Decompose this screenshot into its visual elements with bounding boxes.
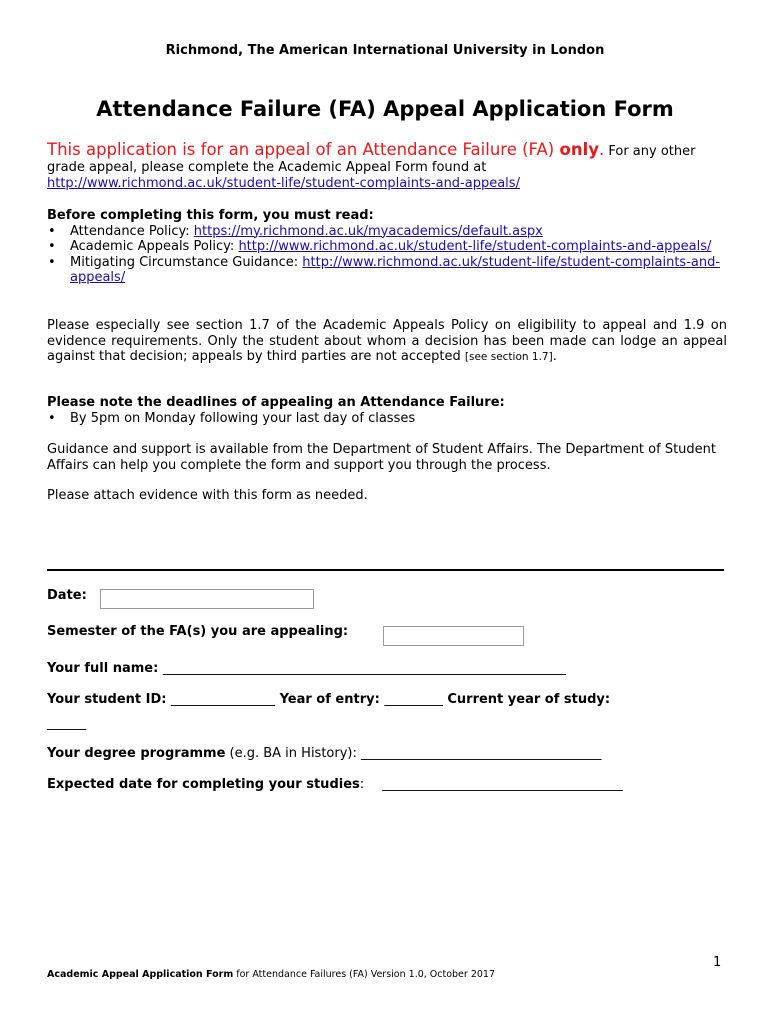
degree-row: Your degree programme (e.g. BA in History): _____________________________________ [47,746,602,761]
read-list [47,224,727,286]
full-name-row: Your full name: ______________________________________________________________ [47,661,566,676]
list-item: • By 5pm on Monday following your last day of classes [47,411,727,427]
footer: Academic Appeal Application Form for Attendance Failures (FA) Version 1.0, October 2017 [47,969,496,980]
appeals-link[interactable]: http://www.richmond.ac.uk/student-life/student-complaints-and-appeals/ [47,176,520,191]
deadlines-heading: Please note the deadlines of appealing an Attendance Failure: [47,395,505,410]
expected-date-line[interactable]: _____________________________________ [382,777,623,792]
page-number: 1 [713,955,722,970]
guidance-paragraph: Guidance and support is available from the Department of Student Affairs. The Department of Student Affairs can help you complete the form and support you through the process. [47,442,716,473]
deadlines-section [47,395,727,426]
divider [47,569,724,571]
intro-text: For any other grade appeal, please complete the Academic Appeal Form found at [47,144,696,175]
university-name: Richmond, The American International University in London [165,43,605,58]
semester-input[interactable] [383,626,524,646]
attach-paragraph: Please attach evidence with this form as needed. [47,488,368,503]
intro-only: only [559,140,599,159]
degree-line[interactable]: _____________________________________ [361,746,602,761]
list-item: • Academic Appeals Policy: http://www.richmond.ac.uk/student-life/student-complaints-and-appeals/ [47,239,727,255]
current-year-line[interactable]: ______ [47,716,86,731]
read-section [47,208,727,286]
year-entry-line[interactable]: _________ [384,692,443,707]
mitigating-guidance-link[interactable]: http://www.richmond.ac.uk/student-life/student-complaints-and-appeals/ [70,254,721,285]
date-label: Date: [47,588,87,603]
full-name-line[interactable]: ______________________________________________________________ [162,661,566,676]
form-title: Attendance Failure (FA) Appeal Application Form [96,97,674,121]
read-heading: Before completing this form, you must read: [47,208,374,223]
academic-appeals-policy-link[interactable]: http://www.richmond.ac.uk/student-life/student-complaints-and-appeals/ [238,239,712,254]
attendance-policy-link[interactable]: https://my.richmond.ac.uk/myacademics/default.aspx [193,223,543,239]
semester-label: Semester of the FA(s) you are appealing: [47,624,349,639]
policy-note: Please especially see section 1.7 of the Academic Appeals Policy on eligibility to appeal and 1.9 on evidence requirements. Only the student about whom a decision has been made can lodge an appeal against that decision; appeals by third parties are not accepted [see section 1.7]. [47,318,727,364]
intro-red-text: This application is for an appeal of an Attendance Failure (FA) only. [47,140,605,159]
student-id-line[interactable]: ________________ [171,692,276,707]
list-item: • Mitigating Circumstance Guidance: http://www.richmond.ac.uk/student-life/student-complaints-and-appeals/ [47,255,727,286]
list-item: • Attendance Policy: https://my.richmond.ac.uk/myacademics/default.aspx [47,224,727,240]
date-input[interactable] [100,589,314,609]
expected-date-row: Expected date for completing your studies: _____________________________________ [47,777,623,792]
intro-paragraph [47,142,727,192]
student-id-row: Your student ID: ________________ Year of entry: _________ Current year of study: [47,692,611,707]
